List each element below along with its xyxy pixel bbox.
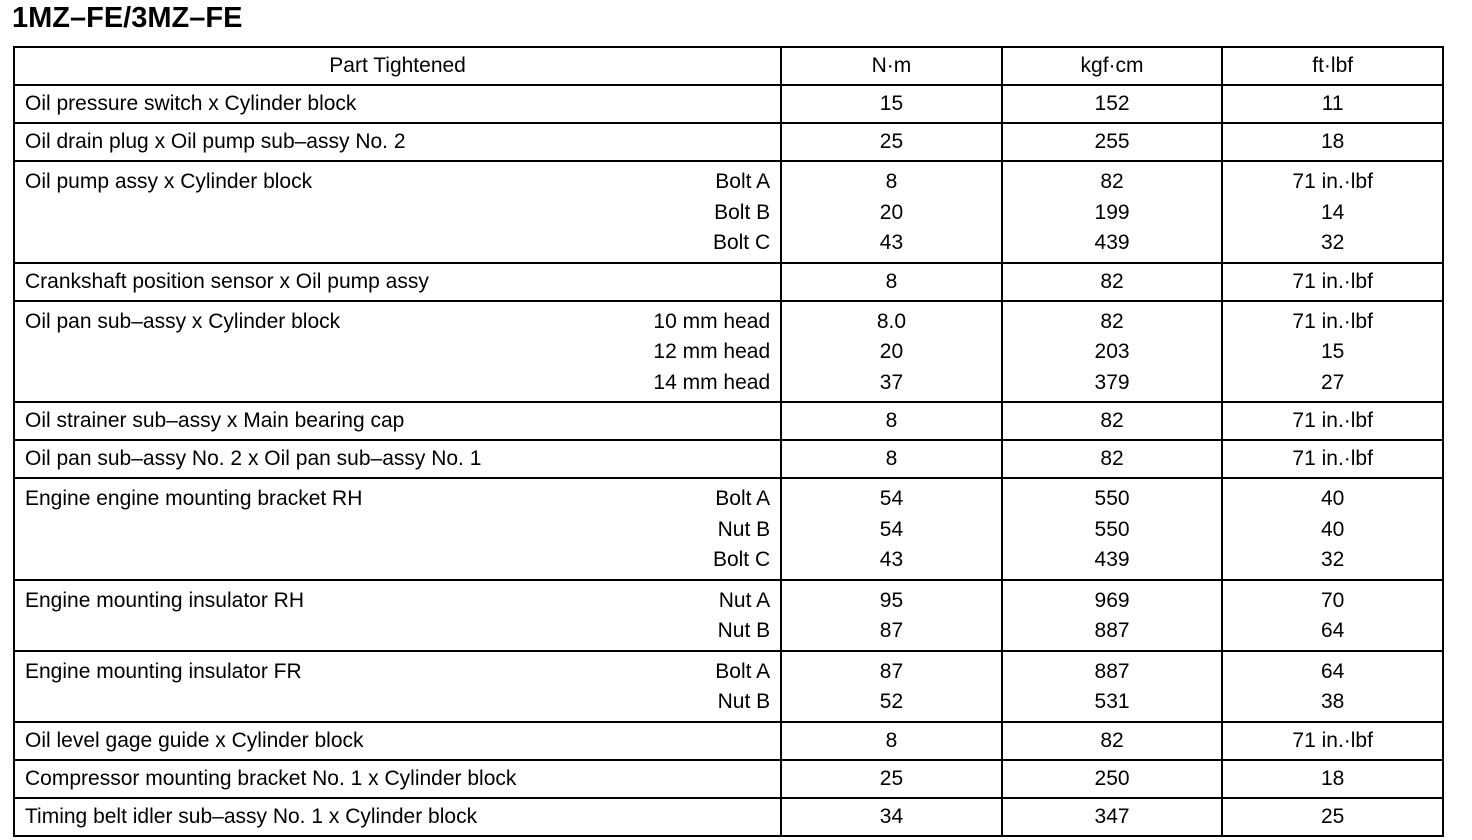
torque-value: 82 (1100, 409, 1124, 432)
table-row (14, 722, 1443, 760)
nm-cell (781, 263, 1002, 301)
nm-cell (781, 440, 1002, 478)
part-name: Oil level gage guide x Cylinder block (25, 728, 364, 752)
table-row (14, 798, 1443, 836)
fastener-label: Bolt C (712, 231, 771, 254)
torque-value: 87 (879, 619, 904, 642)
torque-value: 87 (879, 659, 904, 683)
torque-value: 15 (879, 92, 904, 115)
torque-value: 64 (1321, 659, 1345, 683)
kgf-cm-cell (1002, 263, 1223, 301)
table-header-row (14, 47, 1443, 85)
ft-lbf-cell (1222, 161, 1443, 263)
torque-spec-table (13, 46, 1444, 837)
torque-value: 20 (879, 340, 904, 363)
table-row (14, 651, 1443, 722)
header-part-tightened: Part Tightened (14, 47, 781, 85)
part-name: Timing belt idler sub–assy No. 1 x Cylinder block (25, 804, 478, 828)
table-row (14, 263, 1443, 301)
fastener-label: Bolt A (715, 659, 771, 683)
torque-value: 38 (1321, 690, 1345, 713)
table-row (14, 760, 1443, 798)
nm-cell (781, 580, 1002, 651)
torque-value: 71 in.·lbf (1292, 309, 1373, 333)
part-name: Oil drain plug x Oil pump sub–assy No. 2 (25, 130, 406, 153)
fastener-label: Bolt B (714, 200, 771, 224)
torque-value: 43 (879, 548, 904, 571)
part-sub-labels (715, 652, 770, 718)
torque-value: 52 (879, 690, 904, 713)
torque-value: 54 (879, 487, 904, 510)
torque-value: 25 (879, 766, 904, 790)
part-cell (14, 760, 781, 798)
torque-value: 82 (1100, 269, 1124, 293)
ft-lbf-cell (1222, 123, 1443, 161)
torque-value: 887 (1094, 619, 1130, 642)
torque-value: 347 (1094, 804, 1130, 828)
torque-value: 37 (879, 370, 904, 394)
torque-value: 43 (879, 231, 904, 254)
part-cell (14, 440, 781, 478)
part-name: Compressor mounting bracket No. 1 x Cylinder block (25, 766, 517, 790)
torque-value: 71 in.·lbf (1292, 269, 1373, 293)
torque-value: 887 (1094, 659, 1130, 683)
kgf-cm-cell (1002, 798, 1223, 836)
header-ft-lbf: ft·lbf (1222, 47, 1443, 85)
torque-value: 54 (879, 517, 904, 541)
part-cell (14, 478, 781, 580)
torque-value: 82 (1100, 728, 1124, 752)
torque-value: 439 (1094, 231, 1130, 254)
torque-value: 550 (1094, 517, 1130, 541)
header-nm: N·m (781, 47, 1002, 85)
kgf-cm-cell (1002, 123, 1223, 161)
part-sub-labels (653, 302, 770, 399)
torque-value: 14 (1321, 200, 1345, 224)
part-name: Oil pan sub–assy x Cylinder block (25, 309, 341, 333)
part-sub-labels (713, 479, 770, 576)
ft-lbf-cell (1222, 263, 1443, 301)
part-name: Engine mounting insulator RH (25, 588, 304, 612)
torque-value: 18 (1321, 766, 1345, 790)
nm-cell (781, 123, 1002, 161)
table-row (14, 478, 1443, 580)
part-cell (14, 161, 781, 263)
kgf-cm-cell (1002, 161, 1223, 263)
torque-value: 969 (1094, 588, 1130, 612)
nm-cell (781, 651, 1002, 722)
kgf-cm-cell (1002, 478, 1223, 580)
torque-value: 550 (1094, 487, 1130, 510)
part-cell (14, 402, 781, 440)
page-title: 1MZ–FE/3MZ–FE (12, 2, 243, 34)
ft-lbf-cell (1222, 580, 1443, 651)
ft-lbf-cell (1222, 760, 1443, 798)
torque-value: 40 (1321, 517, 1345, 541)
torque-value: 439 (1094, 548, 1130, 571)
torque-value: 70 (1321, 588, 1345, 612)
torque-value: 15 (1321, 340, 1345, 363)
torque-value: 8 (885, 447, 898, 470)
part-name: Oil pressure switch x Cylinder block (25, 92, 357, 115)
torque-value: 199 (1094, 200, 1130, 224)
table-body (14, 85, 1443, 836)
nm-cell (781, 478, 1002, 580)
table-row (14, 580, 1443, 651)
part-sub-labels (713, 162, 770, 259)
fastener-label: Bolt C (712, 548, 771, 571)
part-cell (14, 123, 781, 161)
torque-value: 82 (1100, 447, 1124, 470)
part-name: Oil pan sub–assy No. 2 x Oil pan sub–assy No. 1 (25, 447, 482, 470)
fastener-label: 10 mm head (653, 309, 771, 333)
torque-value: 40 (1321, 487, 1345, 510)
part-cell (14, 263, 781, 301)
fastener-label: Bolt A (715, 487, 771, 510)
torque-value: 71 in.·lbf (1292, 447, 1373, 470)
kgf-cm-cell (1002, 651, 1223, 722)
torque-value: 82 (1100, 309, 1124, 333)
table-row (14, 301, 1443, 403)
fastener-label: Nut B (717, 517, 771, 541)
torque-value: 71 in.·lbf (1292, 409, 1373, 432)
torque-value: 531 (1094, 690, 1130, 713)
torque-value: 18 (1321, 130, 1345, 153)
kgf-cm-cell (1002, 722, 1223, 760)
fastener-label: 12 mm head (653, 340, 771, 363)
fastener-label: Bolt A (715, 170, 771, 193)
torque-value: 8 (885, 728, 898, 752)
torque-value: 379 (1094, 370, 1130, 394)
torque-value: 32 (1321, 231, 1345, 254)
part-name: Oil strainer sub–assy x Main bearing cap (25, 409, 405, 432)
table-row (14, 402, 1443, 440)
part-cell (14, 85, 781, 123)
fastener-label: Nut B (717, 690, 771, 713)
part-name: Crankshaft position sensor x Oil pump assy (25, 269, 429, 293)
torque-value: 11 (1321, 92, 1344, 115)
nm-cell (781, 85, 1002, 123)
torque-value: 152 (1094, 92, 1130, 115)
torque-value: 32 (1321, 548, 1345, 571)
kgf-cm-cell (1002, 301, 1223, 403)
torque-value: 250 (1094, 766, 1130, 790)
header-kgf-cm: kgf·cm (1002, 47, 1223, 85)
fastener-label: 14 mm head (653, 370, 771, 394)
table-row (14, 161, 1443, 263)
kgf-cm-cell (1002, 402, 1223, 440)
torque-value: 8 (885, 409, 898, 432)
nm-cell (781, 301, 1002, 403)
ft-lbf-cell (1222, 798, 1443, 836)
kgf-cm-cell (1002, 440, 1223, 478)
ft-lbf-cell (1222, 478, 1443, 580)
torque-value: 82 (1100, 170, 1124, 193)
torque-value: 27 (1321, 370, 1345, 394)
nm-cell (781, 402, 1002, 440)
torque-value: 64 (1321, 619, 1345, 642)
torque-value: 203 (1094, 340, 1130, 363)
torque-value: 20 (879, 200, 904, 224)
torque-value: 95 (879, 588, 904, 612)
fastener-label: Nut A (718, 588, 771, 612)
nm-cell (781, 722, 1002, 760)
fastener-label: Nut B (717, 619, 771, 642)
table-row (14, 123, 1443, 161)
torque-value: 25 (1321, 804, 1345, 828)
kgf-cm-cell (1002, 760, 1223, 798)
ft-lbf-cell (1222, 402, 1443, 440)
part-sub-labels (718, 581, 771, 647)
part-cell (14, 722, 781, 760)
torque-value: 8 (885, 269, 898, 293)
kgf-cm-cell (1002, 580, 1223, 651)
nm-cell (781, 760, 1002, 798)
ft-lbf-cell (1222, 651, 1443, 722)
ft-lbf-cell (1222, 722, 1443, 760)
nm-cell (781, 798, 1002, 836)
part-cell (14, 301, 781, 403)
part-name: Engine mounting insulator FR (25, 659, 302, 683)
torque-value: 8.0 (876, 309, 907, 333)
torque-value: 71 in.·lbf (1292, 728, 1373, 752)
table-row (14, 440, 1443, 478)
ft-lbf-cell (1222, 301, 1443, 403)
part-cell (14, 580, 781, 651)
nm-cell (781, 161, 1002, 263)
torque-value: 71 in.·lbf (1292, 170, 1373, 193)
part-cell (14, 798, 781, 836)
part-cell (14, 651, 781, 722)
part-name: Oil pump assy x Cylinder block (25, 170, 313, 193)
table-row (14, 85, 1443, 123)
torque-value: 8 (885, 170, 898, 193)
ft-lbf-cell (1222, 440, 1443, 478)
ft-lbf-cell (1222, 85, 1443, 123)
part-name: Engine engine mounting bracket RH (25, 487, 363, 510)
torque-value: 34 (879, 804, 904, 828)
torque-value: 25 (879, 130, 904, 153)
torque-value: 255 (1094, 130, 1130, 153)
kgf-cm-cell (1002, 85, 1223, 123)
